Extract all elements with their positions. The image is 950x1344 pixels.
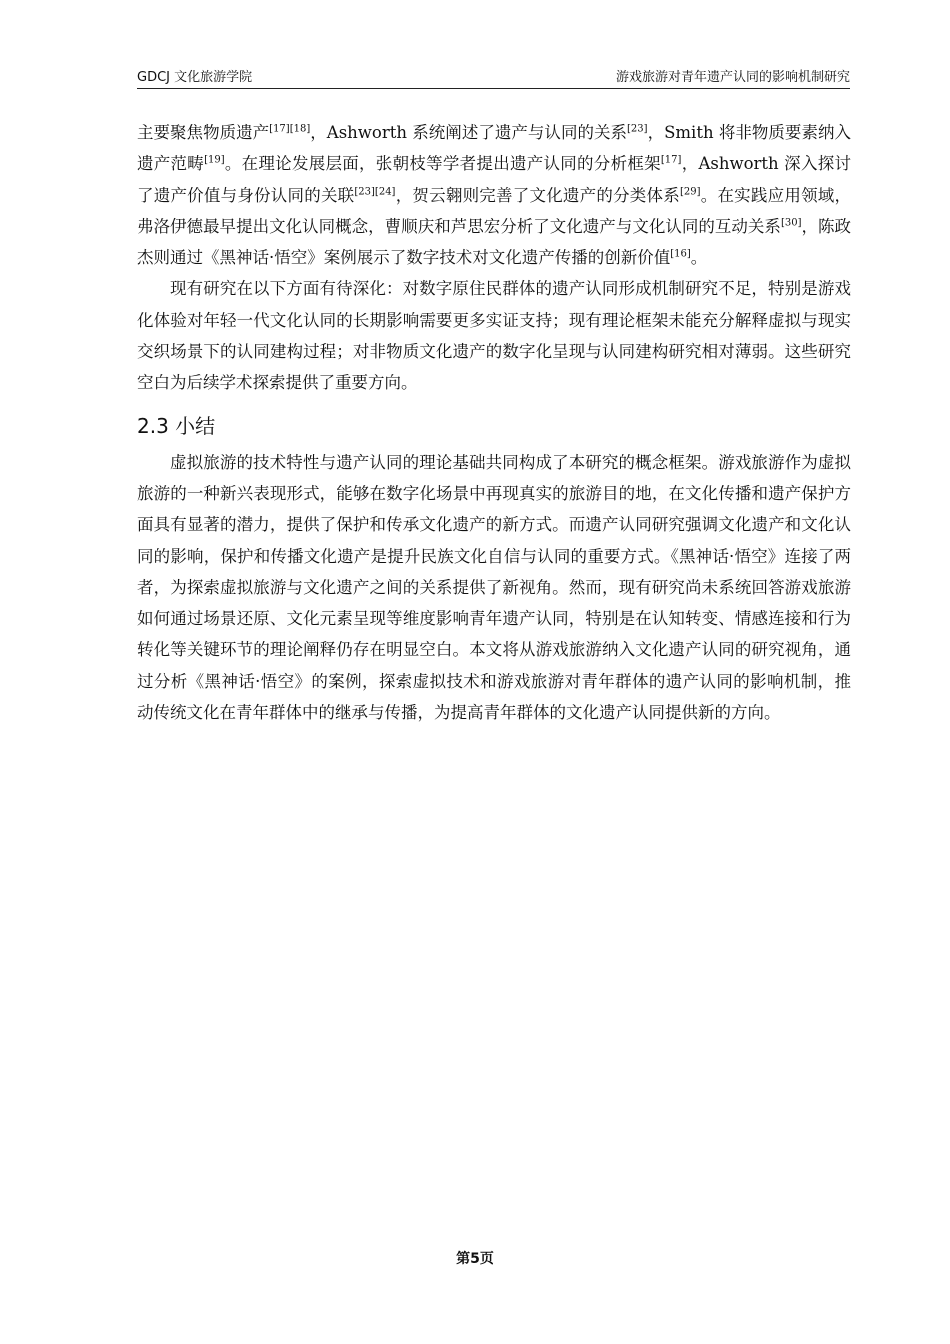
citation-superscript: [23] [627,123,648,135]
citation-superscript: [29] [679,186,701,198]
paragraph-research-gaps: 现有研究在以下方面有待深化：对数字原住民群体的遗产认同形成机制研究不足，特别是游戏化体验对年轻一代文化认同的长期影响需要更多实证支持；现有理论框架未能充分解释虚拟与现实交织场景下的认同建构过程；对非物质文化遗产的数字化呈现与认同建构研究相对薄弱。这些研究空白为后续学术探索提供了重要方向。 [137,279,851,393]
citation-superscript: [30] [780,217,802,229]
text-run: ，贺云翱则完善了文化遗产的分类体系 [395,185,680,205]
page-number: 第5页 [456,1251,494,1267]
citation-superscript: [23][24] [354,186,396,198]
citation-superscript: [16] [670,248,691,260]
paragraph-literature-review [137,117,851,273]
text-run: ，陈政杰则通过《黑神话·悟空》案例展示了数字技术对文化遗产传播的创新价值 [137,216,852,268]
text-run: ，Smith 将非物质要素纳入遗产范畴 [137,123,851,174]
text-run: 。 [690,248,708,268]
section-heading: 2.3 小结 [137,413,216,438]
text-run: ，Ashworth 深入探讨了遗产价值与身份认同的关联 [137,154,851,205]
main-content [137,117,851,728]
text-run: 主要聚焦物质遗产 [137,123,270,142]
text-run: ，Ashworth 系统阐述了遗产与认同的关系 [310,123,628,142]
text-run: 。在理论发展层面，张朝枝等学者提出遗产认同的分析框架 [224,154,661,174]
paragraph-summary: 虚拟旅游的技术特性与遗产认同的理论基础共同构成了本研究的概念框架。游戏旅游作为虚拟旅游的一种新兴表现形式，能够在数字化场景中再现真实的旅游目的地，在文化传播和遗产保护方面具有显著的潜力，提供了保护和传承文化遗产的新方式。而遗产认同研究强调文化遗产和文化认同的影响，保护和传播文化遗产是提升民族文化自信与认同的重要方式。《黑神话·悟空》连接了两者，为探索虚拟旅游与文化遗产之间的关系提供了新视角。然而，现有研究尚未系统回答游戏旅游如何通过场景还原、文化元素呈现等维度影响青年遗产认同，特别是在认知转变、情感连接和行为转化等关键环节的理论阐释仍存在明显空白。本文将从游戏旅游纳入文化遗产认同的研究视角，通过分析《黑神话·悟空》的案例，探索虚拟技术和游戏旅游对青年群体的遗产认同的影响机制，推动传统文化在青年群体中的继承与传播，为提高青年群体的文化遗产认同提供新的方向。 [137,452,851,723]
citation-superscript: [19] [204,154,225,166]
citation-superscript: [17] [660,154,682,166]
header-paper-title: 游戏旅游对青年遗产认同的影响机制研究 [615,70,850,85]
text-run: 。在实践应用领域，弗洛伊德最早提出文化认同概念，曹顺庆和芦思宏分析了文化遗产与文化认同的互动关系 [137,185,852,236]
citation-superscript: [17][18] [269,123,311,135]
page-header [137,70,850,89]
header-institution: GDCJ 文化旅游学院 [137,70,253,85]
